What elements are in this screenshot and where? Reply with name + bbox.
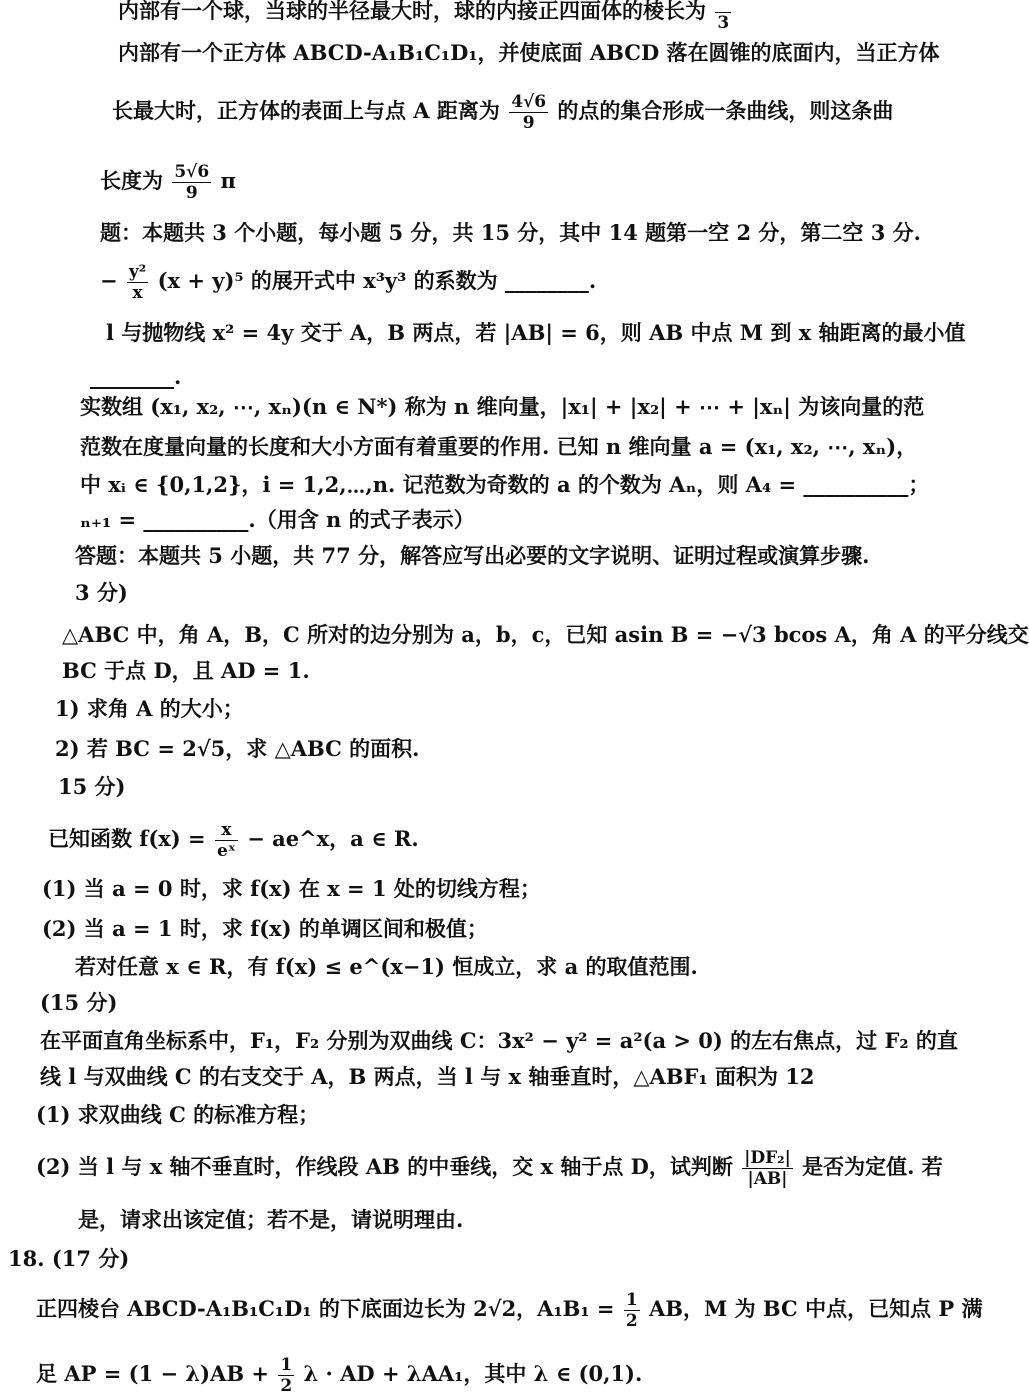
fraction: $\frac{1}{2}$ (280, 1355, 293, 1396)
text-line: △ABC 中，角 A，B，C 所对的边分别为 a，b，c，已知 asin B = −√3 bcos A，角 A 的平分线交 (62, 622, 1029, 647)
text-line: 是，请求出该定值；若不是，请说明理由. (78, 1207, 464, 1232)
text-line: 正四棱台 ABCD-A₁B₁C₁D₁ 的下底面边长为 2√2，A₁B₁ = $\frac{1}{2}$ AB，M 为 BC 中点，已知点 P 满 (36, 1290, 983, 1331)
text-line: 在平面直角坐标系中，F₁，F₂ 分别为双曲线 C：3x² − y² = a²(a > 0) 的左右焦点，过 F₂ 的直 (40, 1028, 958, 1053)
text-line: 15 分) (58, 774, 126, 799)
text-line: 内部有一个正方体 ABCD-A₁B₁C₁D₁，并使底面 ABCD 落在圆锥的底面内，当正方体 (118, 40, 940, 65)
fraction: $\frac{4√6}{9}$ (511, 92, 547, 133)
text-line: BC 于点 D，且 AD = 1. (62, 658, 310, 683)
text-line: l 与抛物线 x² = 4y 交于 A，B 两点，若 |AB| = 6，则 AB 中点 M 到 x 轴距离的最小值 (106, 320, 966, 345)
text-line: 中 xᵢ ∈ {0,1,2}，i = 1,2,⋯,n. 记范数为奇数的 a 的个数为 Aₙ，则 A₄ = __________； (80, 472, 930, 497)
text-line: 2) 若 BC = 2√5，求 △ABC 的面积. (55, 736, 420, 761)
text-line: (1) 求双曲线 C 的标准方程； (36, 1102, 320, 1127)
text-line: 长最大时，正方体的表面上与点 A 距离为 $\frac{4√6}{9}$ 的点的集合形成一条曲线，则这条曲 (112, 92, 894, 133)
text-line: 实数组 (x₁, x₂, ⋯, xₙ)(n ∈ N*) 称为 n 维向量，|x₁| + |x₂| + ⋯ + |xₙ| 为该向量的范 (80, 394, 925, 419)
text-line: 内部有一个球，当球的半径最大时，球的内接正四面体的棱长为 3 (118, 0, 1018, 33)
text-line: (15 分) (40, 990, 118, 1015)
text-line: (2) 当 a = 1 时，求 f(x) 的单调区间和极值； (42, 916, 488, 941)
text-line: 3 分) (75, 580, 128, 605)
text-line: (2) 当 l 与 x 轴不垂直时，作线段 AB 的中垂线，交 x 轴于点 D，试判断 $\frac{\text{|DF₂|}}{|AB|}$ 是否为定值. 若 (36, 1148, 943, 1189)
text-line: 已知函数 f(x) = $\frac{x}{\text{eˣ}}$ − ae^x，a ∈ R. (48, 820, 419, 861)
text-line: ₙ₊₁ = __________.（用含 n 的式子表示） (80, 507, 475, 532)
text-line: − $\frac{\text{y²}}{x}$ (x + y)⁵ 的展开式中 x³y³ 的系数为 ________. (100, 262, 597, 303)
question-number: 18. (17 分) (8, 1246, 130, 1271)
fraction: $\frac{5√6}{9}$ (174, 162, 210, 203)
fraction: $\frac{\text{y²}}{x}$ (128, 262, 147, 303)
text-line: 范数在度量向量的长度和大小方面有着重要的作用. 已知 n 维向量 a = (x₁, x₂, ⋯, xₙ)， (80, 434, 918, 459)
text-line: ________. (90, 364, 182, 389)
text-line: 若对任意 x ∈ R，有 f(x) ≤ e^(x−1) 恒成立，求 a 的取值范围. (75, 954, 698, 979)
fraction: $\frac{\text{|DF₂|}}{|AB|}$ (744, 1148, 791, 1189)
text-line: 长度为 $\frac{5√6}{9}$ π (100, 162, 236, 203)
fraction: $\frac{1}{2}$ (625, 1290, 638, 1331)
text-line: 线 l 与双曲线 C 的右支交于 A，B 两点，当 l 与 x 轴垂直时，△ABF₁ 面积为 12 (40, 1064, 815, 1089)
text-line: 足 AP = (1 − λ)AB + $\frac{1}{2}$ λ · AD + λAA₁，其中 λ ∈ (0,1). (36, 1355, 643, 1396)
text-line: (1) 当 a = 0 时，求 f(x) 在 x = 1 处的切线方程； (42, 876, 541, 901)
fraction: $\frac{x}{\text{eˣ}}$ (216, 820, 236, 861)
section-heading: 答题：本题共 5 小题，共 77 分，解答应写出必要的文字说明、证明过程或演算步骤. (75, 543, 870, 568)
section-heading: 题：本题共 3 个小题，每小题 5 分，共 15 分，其中 14 题第一空 2 分，第二空 3 分. (100, 220, 921, 245)
fraction: 3 (715, 0, 731, 33)
text-line: 1) 求角 A 的大小； (55, 696, 244, 721)
